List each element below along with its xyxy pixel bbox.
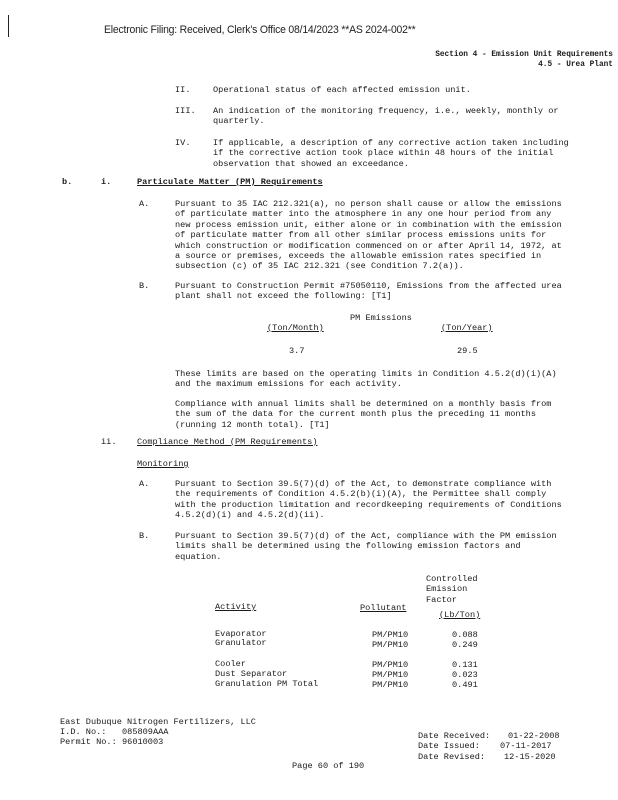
mon-A-letter: A. [139,479,150,489]
text-line: of particulate matter into the atmosphere in any one hour period from any [175,209,552,220]
pm-value-ton-month: 3.7 [289,346,305,356]
scan-edge-mark [8,15,9,37]
text-line: with the production limitation and recordkeeping requirements of Conditions [175,499,562,510]
para-A-letter: A. [139,199,150,209]
ef-row: Cooler [215,659,246,669]
text-line: of particulate matter from all other similar process emissions units for [175,230,547,241]
footer-received-label: Date Received: [418,731,491,741]
item-number: IV. [175,138,191,148]
item-number: II. [175,85,191,95]
text-line: An indication of the monitoring frequency, i.e., weekly, monthly or [213,106,559,116]
text-line: These limits are based on the operating limits in Condition 4.5.2(d)(i)(A) [175,369,557,379]
text-line: equation. [175,551,222,562]
ef-row-factor: 0.023 [452,670,478,680]
mon-B-letter: B. [139,531,150,541]
text-line: If applicable, a description of any corrective action taken including [213,138,569,148]
ef-row-pollutant: PM/PM10 [372,680,409,690]
text-line: Factor [426,594,457,605]
footer-revised-label: Date Revised: [418,752,486,762]
section-title: Section 4 - Emission Unit Requirements [435,51,613,59]
ef-row: Granulation PM Total [215,679,319,689]
text-line: Pursuant to Construction Permit #75050110, Emissions from the affected urea [175,281,562,291]
text-line: and the maximum emissions for each activity. [175,379,402,390]
text-line: the sum of the data for the current month plus the preceding 11 months [175,409,536,420]
footer-received-value: 01-22-2008 [508,731,560,741]
compliance-text [175,399,551,430]
text-line: Emission [426,584,468,595]
text-line: Operational status of each affected emission unit. [213,85,471,95]
para-B-letter: B. [139,281,150,291]
footer-permit-label: Permit No.: [60,737,117,747]
item-IV [175,138,190,148]
text-line: Pursuant to 35 IAC 212.321(a), no person shall cause or allow the emissions [175,199,562,209]
text-line: observation that showed an exceedance. [213,158,409,169]
pm-table-title: PM Emissions [350,313,412,323]
ef-row-factor: 0.491 [452,680,478,690]
footer-revised-value: 12-15-2020 [504,752,556,762]
text-line: new process emission unit, either alone or in combination with the emission [175,219,562,230]
ef-row-factor: 0.131 [452,660,478,670]
ef-row-pollutant: PM/PM10 [372,640,409,650]
pm-col-ton-month: (Ton/Month) [267,323,324,333]
ef-row: Dust Separator [215,669,288,679]
footer-id-label: I.D. No.: [60,727,107,737]
item-II-text [213,85,471,95]
item-III-text [213,106,559,127]
text-line: subsection (c) of 35 IAC 212.321 (see Condition 7.2(a)). [175,261,464,272]
item-II [175,85,190,95]
section-b-letter: b. [62,177,73,187]
section-b-title: Particulate Matter (PM) Requirements [137,177,323,187]
mon-B-text [175,531,557,562]
ef-row-factor: 0.249 [452,640,478,650]
para-B-text [175,281,562,302]
ef-col-activity: Activity [215,602,257,612]
text-line: (running 12 month total). [T1] [175,419,330,430]
ef-col-factor: (Lb/Ton) [439,610,481,620]
text-line: Pursuant to Section 39.5(7)(d) of the Act, compliance with the PM emission [175,531,557,541]
section-b-roman: i. [101,177,112,187]
text-line: quarterly. [213,116,265,127]
pm-col-ton-year: (Ton/Year) [441,323,493,333]
page-number: Page 60 of 190 [292,761,365,771]
item-IV-text [213,138,569,169]
mon-A-text [175,479,562,521]
footer-company: East Dubuque Nitrogen Fertilizers, LLC [60,717,256,727]
ef-row: Granulator [215,638,267,648]
item-number: III. [175,106,196,116]
text-line: if the corrective action took place within 48 hours of the initial [213,148,554,159]
ef-row-factor: 0.088 [452,630,478,640]
section-header [435,51,613,70]
pm-value-ton-year: 29.5 [457,346,478,356]
ef-header-top [426,574,478,605]
limits-text [175,369,557,390]
text-line: limits shall be determined using the following emission factors and [175,541,521,552]
section-ii-title: Compliance Method (PM Requirements) [137,437,318,447]
ef-row: Evaporator [215,629,267,639]
footer-issued-value: 07-11-2017 [500,741,552,751]
para-A-text [175,199,562,272]
footer-issued-label: Date Issued: [418,741,480,751]
footer-permit-value: 96010003 [122,737,164,747]
text-line: Pursuant to Section 39.5(7)(d) of the Act, to demonstrate compliance with [175,479,552,489]
text-line: the requirements of Condition 4.5.2(b)(i)(A), the Permittee shall comply [175,489,547,500]
filing-stamp: Electronic Filing: Received, Clerk's Office 08/14/2023 **AS 2024-002** [104,24,416,36]
text-line: a source or premises, exceeds the allowable emission rates specified in [175,251,542,262]
text-line: Controlled [426,574,478,584]
text-line: which construction or modification commenced on or after April 14, 1972, at [175,240,562,251]
ef-row-pollutant: PM/PM10 [372,660,409,670]
item-III [175,106,196,116]
text-line: plant shall not exceed the following: [T1] [175,291,392,302]
ef-col-pollutant: Pollutant [360,603,407,613]
text-line: 4.5.2(d)(i) and 4.5.2(d)(ii). [175,510,325,521]
footer-id-value: 085809AAA [122,727,169,737]
section-ii-roman: ii. [101,437,117,447]
ef-row-pollutant: PM/PM10 [372,630,409,640]
text-line: Compliance with annual limits shall be determined on a monthly basis from [175,399,552,409]
ef-row-pollutant: PM/PM10 [372,670,409,680]
unit-title: 4.5 - Urea Plant [538,60,613,69]
monitoring-heading: Monitoring [137,459,189,469]
